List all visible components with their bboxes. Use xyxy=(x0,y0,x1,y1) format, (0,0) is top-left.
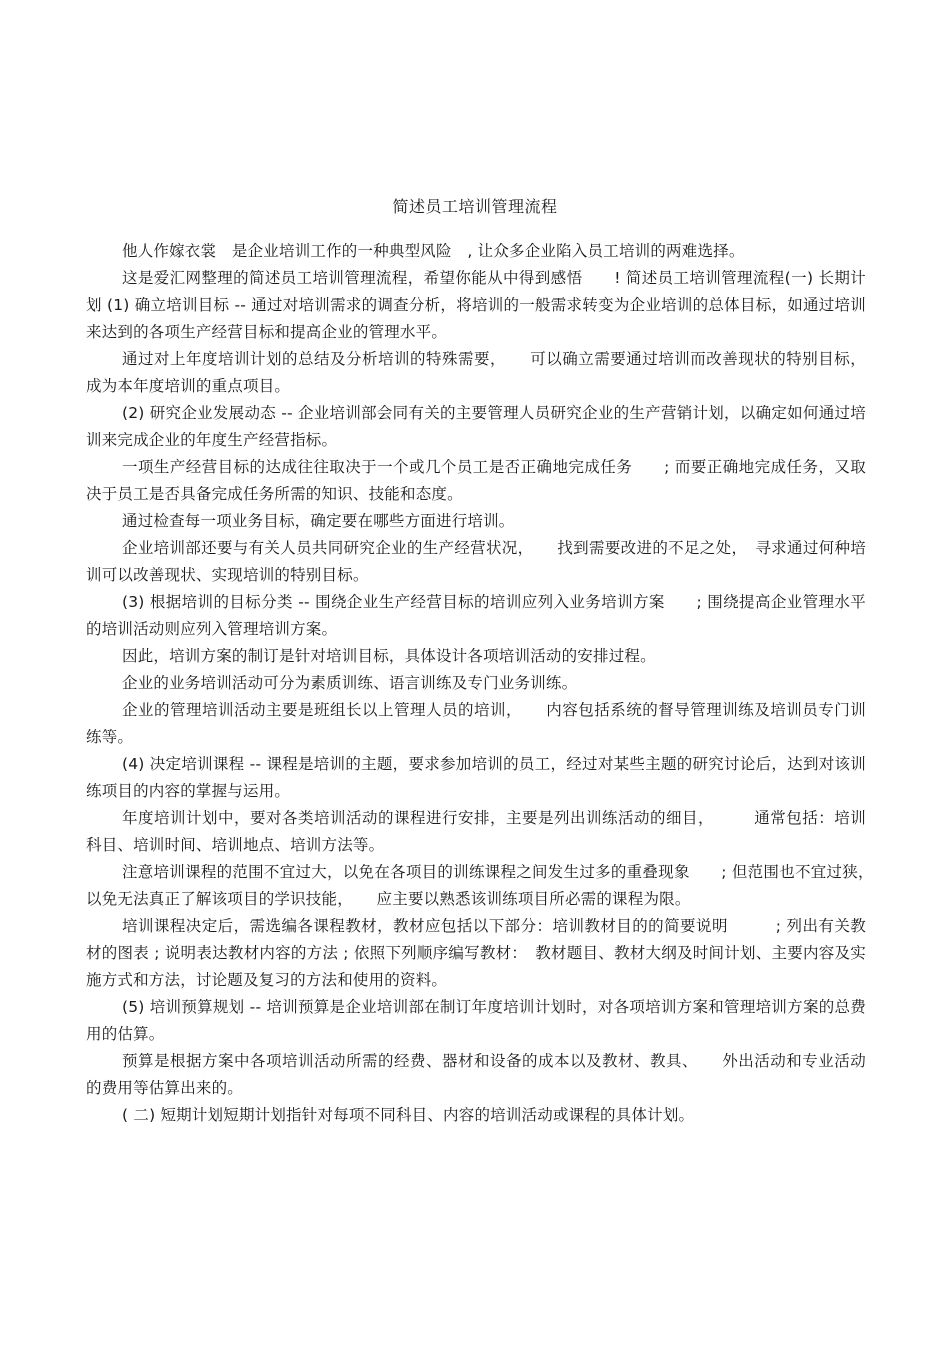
paragraph: 通过检查每一项业务目标，确定要在哪些方面进行培训。 xyxy=(122,512,515,530)
document-body xyxy=(86,238,882,1129)
paragraph: 注意培训课程的范围不宜过大，以免在各项目的训练课程之间发生过多的重叠现象 ; 但范围也不宜过狭， 以免无法真正了解该项目的学识技能， 应主要以熟悉该训练项目所必需的课程为限。 xyxy=(86,863,882,908)
document-title: 简述员工培训管理流程 xyxy=(392,197,558,216)
paragraph: 企业的管理培训活动主要是班组长以上管理人员的培训， 内容包括系统的督导管理训练及培训员专门训练等。 xyxy=(86,701,866,746)
paragraph: (2) 研究企业发展动态 -- 企业培训部会同有关的主要管理人员研究企业的生产营销计划，以确定如何通过培训来完成企业的年度生产经营指标。 xyxy=(86,404,866,449)
paragraph: 年度培训计划中，要对各类培训活动的课程进行安排，主要是列出训练活动的细目， 通常包括：培训科目、培训时间、培训地点、培训方法等。 xyxy=(86,809,866,854)
paragraph: 通过对上年度培训计划的总结及分析培训的特殊需要， 可以确立需要通过培训而改善现状的特别目标，成为本年度培训的重点项目。 xyxy=(86,350,866,395)
paragraph: 他人作嫁衣裳 是企业培训工作的一种典型风险 , 让众多企业陷入员工培训的两难选择。 xyxy=(122,242,745,260)
paragraph: 这是爱汇网整理的简述员工培训管理流程，希望你能从中得到感悟 ! 简述员工培训管理流程(一) 长期计划 (1) 确立培训目标 -- 通过对培训需求的调查分析，将培训的一般需求转变为企业培训的总体目标，如通过培训来达到的各项生产经营目标和提高企业的管理水平。 xyxy=(86,269,866,341)
paragraph: ( 二) 短期计划短期计划指针对每项不同科目、内容的培训活动或课程的具体计划。 xyxy=(122,1106,695,1124)
paragraph: 预算是根据方案中各项培训活动所需的经费、器材和设备的成本以及教材、教具、 外出活动和专业活动的费用等估算出来的。 xyxy=(86,1052,866,1097)
paragraph: (5) 培训预算规划 -- 培训预算是企业培训部在制订年度培训计划时，对各项培训方案和管理培训方案的总费用的估算。 xyxy=(86,998,866,1043)
paragraph: 一项生产经营目标的达成往往取决于一个或几个员工是否正确地完成任务 ; 而要正确地完成任务，又取决于员工是否具备完成任务所需的知识、技能和态度。 xyxy=(86,458,866,503)
paragraph: 培训课程决定后，需选编各课程教材，教材应包括以下部分：培训教材目的的简要说明 ; 列出有关教材的图表 ; 说明表达教材内容的方法 ; 依照下列顺序编写教材： 教材题目、教材大纲及时间计划、主要内容及实施方式和方法，讨论题及复习的方法和使用的资料。 xyxy=(86,917,866,989)
paragraph: 企业培训部还要与有关人员共同研究企业的生产经营状况， 找到需要改进的不足之处， 寻求通过何种培训可以改善现状、实现培训的特别目标。 xyxy=(86,539,866,584)
paragraph: (3) 根据培训的目标分类 -- 围绕企业生产经营目标的培训应列入业务培训方案 ; 围绕提高企业管理水平的培训活动则应列入管理培训方案。 xyxy=(86,593,866,638)
paragraph: 企业的业务培训活动可分为素质训练、语言训练及专门业务训练。 xyxy=(122,674,578,692)
paragraph: (4) 决定培训课程 -- 课程是培训的主题，要求参加培训的员工，经过对某些主题的研究讨论后，达到对该训练项目的内容的掌握与运用。 xyxy=(86,755,866,800)
paragraph: 因此，培训方案的制订是针对培训目标，具体设计各项培训活动的安排过程。 xyxy=(122,647,656,665)
